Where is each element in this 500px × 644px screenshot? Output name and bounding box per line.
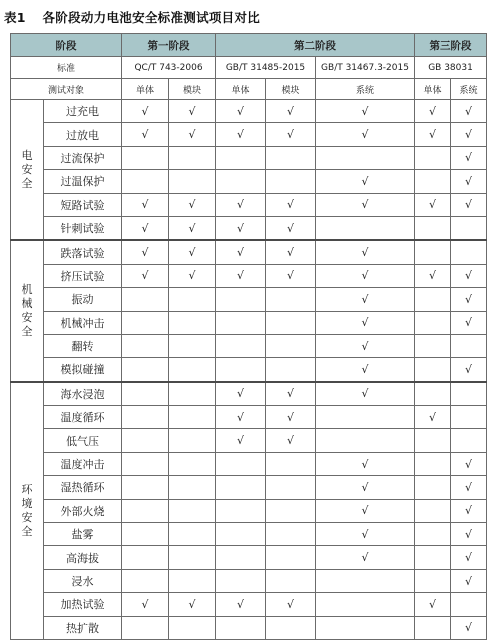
- category-char: 全: [21, 325, 33, 339]
- stage-3: 第三阶段: [415, 34, 487, 57]
- check-mark: √: [122, 100, 169, 123]
- check-mark: √: [451, 264, 487, 287]
- table-title: [4, 8, 260, 26]
- empty-cell: [266, 476, 316, 499]
- table-caption: 各阶段动力电池安全标准测试项目对比: [42, 10, 261, 25]
- test-item-name: 模拟碰撞: [44, 358, 122, 382]
- empty-cell: [415, 382, 451, 406]
- empty-cell: [415, 170, 451, 193]
- check-mark: √: [451, 499, 487, 522]
- check-mark: √: [316, 288, 415, 311]
- check-mark: √: [316, 240, 415, 264]
- standard-gbt31485: GB/T 31485-2015: [216, 57, 316, 79]
- empty-cell: [451, 216, 487, 240]
- empty-cell: [415, 616, 451, 639]
- empty-cell: [169, 429, 216, 452]
- empty-cell: [451, 240, 487, 264]
- table-row: [11, 146, 487, 169]
- check-mark: √: [316, 193, 415, 216]
- empty-cell: [216, 523, 266, 546]
- category-char: 安: [21, 510, 33, 524]
- check-mark: √: [316, 100, 415, 123]
- empty-cell: [316, 216, 415, 240]
- check-mark: √: [451, 476, 487, 499]
- empty-cell: [216, 311, 266, 334]
- empty-cell: [122, 499, 169, 522]
- empty-cell: [169, 170, 216, 193]
- check-mark: √: [415, 100, 451, 123]
- check-mark: √: [216, 100, 266, 123]
- empty-cell: [122, 358, 169, 382]
- object-cell: 单体: [415, 79, 451, 100]
- empty-cell: [216, 499, 266, 522]
- empty-cell: [169, 311, 216, 334]
- table-row: [11, 358, 487, 382]
- table-row: [11, 216, 487, 240]
- check-mark: √: [316, 123, 415, 146]
- check-mark: √: [316, 546, 415, 569]
- empty-cell: [266, 546, 316, 569]
- table-row: [11, 170, 487, 193]
- empty-cell: [415, 216, 451, 240]
- check-mark: √: [316, 170, 415, 193]
- empty-cell: [216, 146, 266, 169]
- check-mark: √: [451, 616, 487, 639]
- test-object-label: 测试对象: [11, 79, 122, 100]
- check-mark: √: [316, 358, 415, 382]
- check-mark: √: [451, 288, 487, 311]
- standard-gbt31467: GB/T 31467.3-2015: [316, 57, 415, 79]
- empty-cell: [266, 499, 316, 522]
- empty-cell: [266, 311, 316, 334]
- table-row: [11, 616, 487, 639]
- check-mark: √: [122, 240, 169, 264]
- empty-cell: [266, 334, 316, 357]
- table-row: [11, 406, 487, 429]
- category-cell: [11, 382, 44, 640]
- category-char: 全: [21, 524, 33, 538]
- empty-cell: [169, 499, 216, 522]
- check-mark: √: [266, 593, 316, 616]
- standard-row: [11, 57, 487, 79]
- empty-cell: [122, 146, 169, 169]
- empty-cell: [169, 452, 216, 475]
- empty-cell: [122, 429, 169, 452]
- check-mark: √: [266, 123, 316, 146]
- check-mark: √: [122, 123, 169, 146]
- table-row: [11, 593, 487, 616]
- check-mark: √: [216, 264, 266, 287]
- comparison-table: [10, 33, 487, 640]
- check-mark: √: [266, 240, 316, 264]
- check-mark: √: [316, 452, 415, 475]
- category-char: 环: [21, 482, 33, 496]
- table-row: [11, 311, 487, 334]
- check-mark: √: [266, 193, 316, 216]
- empty-cell: [122, 523, 169, 546]
- empty-cell: [415, 546, 451, 569]
- check-mark: √: [169, 100, 216, 123]
- empty-cell: [122, 334, 169, 357]
- empty-cell: [216, 476, 266, 499]
- empty-cell: [122, 452, 169, 475]
- test-item-name: 盐雾: [44, 523, 122, 546]
- check-mark: √: [451, 100, 487, 123]
- check-mark: √: [216, 382, 266, 406]
- empty-cell: [122, 170, 169, 193]
- empty-cell: [122, 546, 169, 569]
- check-mark: √: [216, 406, 266, 429]
- empty-cell: [266, 569, 316, 592]
- empty-cell: [415, 499, 451, 522]
- empty-cell: [415, 288, 451, 311]
- table-row: [11, 546, 487, 569]
- check-mark: √: [316, 334, 415, 357]
- empty-cell: [122, 311, 169, 334]
- check-mark: √: [122, 193, 169, 216]
- table-row: [11, 100, 487, 123]
- object-module: 模块: [266, 79, 316, 100]
- check-mark: √: [451, 311, 487, 334]
- empty-cell: [216, 546, 266, 569]
- empty-cell: [451, 593, 487, 616]
- table-row: [11, 123, 487, 146]
- check-mark: √: [316, 382, 415, 406]
- check-mark: √: [316, 499, 415, 522]
- empty-cell: [316, 429, 415, 452]
- check-mark: √: [169, 240, 216, 264]
- test-item-name: 过放电: [44, 123, 122, 146]
- standard-qct743: QC/T 743-2006: [122, 57, 216, 79]
- empty-cell: [316, 593, 415, 616]
- category-char: 机: [21, 283, 33, 297]
- empty-cell: [216, 569, 266, 592]
- empty-cell: [316, 146, 415, 169]
- category-char: 全: [21, 176, 33, 190]
- test-item-name: 针刺试验: [44, 216, 122, 240]
- check-mark: √: [451, 523, 487, 546]
- empty-cell: [316, 406, 415, 429]
- check-mark: √: [266, 429, 316, 452]
- test-item-name: 振动: [44, 288, 122, 311]
- empty-cell: [169, 546, 216, 569]
- empty-cell: [451, 382, 487, 406]
- empty-cell: [216, 288, 266, 311]
- check-mark: √: [266, 216, 316, 240]
- test-item-name: 海水浸泡: [44, 382, 122, 406]
- check-mark: √: [316, 264, 415, 287]
- check-mark: √: [266, 100, 316, 123]
- empty-cell: [415, 334, 451, 357]
- empty-cell: [415, 476, 451, 499]
- check-mark: √: [169, 216, 216, 240]
- test-item-name: 温度冲击: [44, 452, 122, 475]
- empty-cell: [122, 406, 169, 429]
- check-mark: √: [216, 240, 266, 264]
- check-mark: √: [266, 264, 316, 287]
- empty-cell: [169, 523, 216, 546]
- test-item-name: 温度循环: [44, 406, 122, 429]
- empty-cell: [266, 358, 316, 382]
- empty-cell: [451, 429, 487, 452]
- stage-2: 第二阶段: [216, 34, 415, 57]
- empty-cell: [266, 146, 316, 169]
- stage-1: 第一阶段: [122, 34, 216, 57]
- empty-cell: [415, 358, 451, 382]
- empty-cell: [169, 334, 216, 357]
- test-item-name: 低气压: [44, 429, 122, 452]
- test-item-name: 加热试验: [44, 593, 122, 616]
- category-char: 安: [21, 311, 33, 325]
- test-item-name: 过充电: [44, 100, 122, 123]
- table-body: [11, 100, 487, 640]
- check-mark: √: [451, 358, 487, 382]
- empty-cell: [216, 170, 266, 193]
- empty-cell: [415, 146, 451, 169]
- empty-cell: [266, 288, 316, 311]
- table-row: [11, 193, 487, 216]
- check-mark: √: [122, 264, 169, 287]
- table-row: [11, 382, 487, 406]
- category-char: 械: [21, 297, 33, 311]
- empty-cell: [169, 616, 216, 639]
- check-mark: √: [415, 193, 451, 216]
- empty-cell: [169, 358, 216, 382]
- table-row: [11, 452, 487, 475]
- check-mark: √: [216, 193, 266, 216]
- empty-cell: [451, 406, 487, 429]
- table-row: [11, 240, 487, 264]
- check-mark: √: [169, 264, 216, 287]
- empty-cell: [122, 569, 169, 592]
- empty-cell: [169, 476, 216, 499]
- check-mark: √: [266, 406, 316, 429]
- standard-gb38031: GB 38031: [415, 57, 487, 79]
- empty-cell: [122, 288, 169, 311]
- empty-cell: [169, 382, 216, 406]
- check-mark: √: [415, 264, 451, 287]
- stage-header-row: [11, 34, 487, 57]
- empty-cell: [216, 452, 266, 475]
- test-item-name: 机械冲击: [44, 311, 122, 334]
- empty-cell: [415, 311, 451, 334]
- test-item-name: 翻转: [44, 334, 122, 357]
- check-mark: √: [415, 593, 451, 616]
- empty-cell: [415, 569, 451, 592]
- empty-cell: [216, 334, 266, 357]
- test-item-name: 短路试验: [44, 193, 122, 216]
- empty-cell: [316, 569, 415, 592]
- check-mark: √: [216, 429, 266, 452]
- table-row: [11, 499, 487, 522]
- table-row: [11, 476, 487, 499]
- check-mark: √: [122, 216, 169, 240]
- check-mark: √: [122, 593, 169, 616]
- check-mark: √: [316, 523, 415, 546]
- empty-cell: [169, 569, 216, 592]
- category-cell: [11, 100, 44, 241]
- empty-cell: [216, 358, 266, 382]
- empty-cell: [122, 382, 169, 406]
- test-item-name: 湿热循环: [44, 476, 122, 499]
- check-mark: √: [451, 170, 487, 193]
- test-item-name: 跌落试验: [44, 240, 122, 264]
- test-item-name: 挤压试验: [44, 264, 122, 287]
- table-row: [11, 429, 487, 452]
- empty-cell: [266, 452, 316, 475]
- empty-cell: [122, 476, 169, 499]
- object-system: 系统: [451, 79, 487, 100]
- empty-cell: [316, 616, 415, 639]
- check-mark: √: [451, 452, 487, 475]
- empty-cell: [415, 523, 451, 546]
- empty-cell: [415, 452, 451, 475]
- table-row: [11, 334, 487, 357]
- check-mark: √: [451, 569, 487, 592]
- object-module: 模块: [169, 79, 216, 100]
- empty-cell: [169, 406, 216, 429]
- test-item-name: 高海拔: [44, 546, 122, 569]
- check-mark: √: [316, 476, 415, 499]
- empty-cell: [169, 288, 216, 311]
- check-mark: √: [451, 146, 487, 169]
- empty-cell: [266, 523, 316, 546]
- table-row: [11, 288, 487, 311]
- check-mark: √: [316, 311, 415, 334]
- check-mark: √: [415, 406, 451, 429]
- check-mark: √: [216, 593, 266, 616]
- empty-cell: [451, 334, 487, 357]
- check-mark: √: [451, 123, 487, 146]
- test-item-name: 浸水: [44, 569, 122, 592]
- check-mark: √: [451, 546, 487, 569]
- empty-cell: [415, 429, 451, 452]
- table-row: [11, 523, 487, 546]
- check-mark: √: [415, 123, 451, 146]
- category-char: 安: [21, 162, 33, 176]
- check-mark: √: [451, 193, 487, 216]
- test-item-name: 过流保护: [44, 146, 122, 169]
- check-mark: √: [169, 123, 216, 146]
- category-cell: [11, 240, 44, 381]
- check-mark: √: [216, 216, 266, 240]
- table-number: 表1: [4, 10, 26, 25]
- empty-cell: [266, 170, 316, 193]
- check-mark: √: [266, 382, 316, 406]
- empty-cell: [169, 146, 216, 169]
- empty-cell: [415, 240, 451, 264]
- empty-cell: [266, 616, 316, 639]
- table-row: [11, 569, 487, 592]
- empty-cell: [122, 616, 169, 639]
- object-cell: 单体: [122, 79, 169, 100]
- category-char: 境: [21, 496, 33, 510]
- test-item-name: 外部火烧: [44, 499, 122, 522]
- check-mark: √: [169, 593, 216, 616]
- table-row: [11, 264, 487, 287]
- test-item-name: 过温保护: [44, 170, 122, 193]
- test-item-name: 热扩散: [44, 616, 122, 639]
- object-system: 系统: [316, 79, 415, 100]
- empty-cell: [216, 616, 266, 639]
- check-mark: √: [216, 123, 266, 146]
- object-cell: 单体: [216, 79, 266, 100]
- check-mark: √: [169, 193, 216, 216]
- test-object-row: [11, 79, 487, 100]
- standard-label: 标准: [11, 57, 122, 79]
- stage-label: 阶段: [11, 34, 122, 57]
- category-char: 电: [21, 148, 33, 162]
